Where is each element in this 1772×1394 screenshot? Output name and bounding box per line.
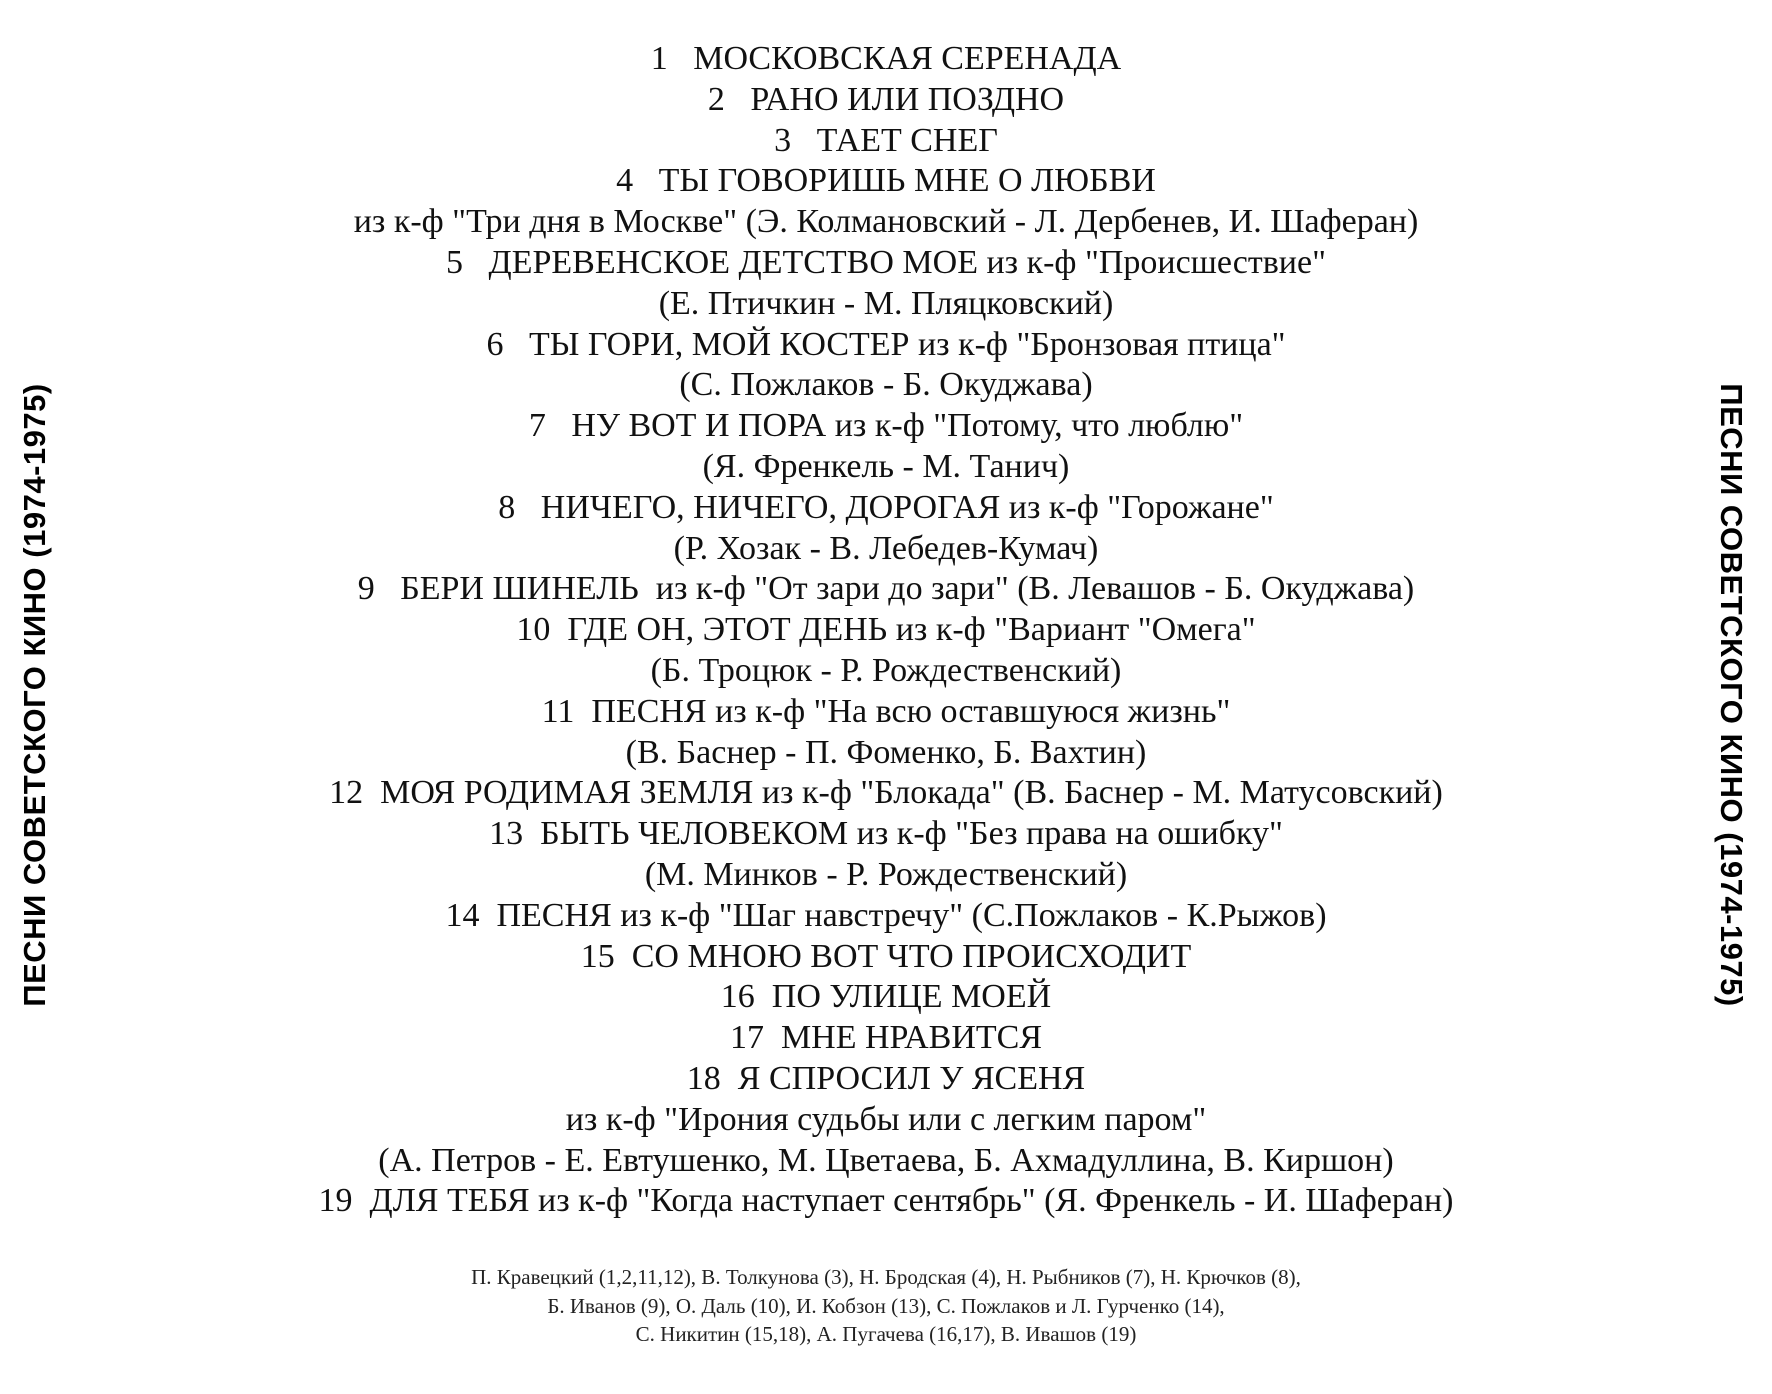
track-credit-line: (Я. Френкель - М. Танич) (702, 447, 1070, 485)
track-line: 6 ТЫ ГОРИ, МОЙ КОСТЕР из к-ф "Бронзовая птица" (486, 325, 1286, 363)
track-line: 12 МОЯ РОДИМАЯ ЗЕМЛЯ из к-ф "Блокада" (В. Баснер - М. Матусовский) (329, 774, 1443, 812)
track-credit-line: (А. Петров - Е. Евтушенко, М. Цветаева, Б. Ахмадуллина, В. Киршон) (378, 1141, 1394, 1179)
track-credit-line: (М. Минков - Р. Рождественский) (644, 855, 1128, 893)
track-line: 1 МОСКОВСКАЯ СЕРЕНАДА (650, 40, 1122, 77)
track-line: 8 НИЧЕГО, НИЧЕГО, ДОРОГАЯ из к-ф "Горожане" (498, 488, 1274, 526)
track-credit-line: (С. Пожлаков - Б. Окуджава) (679, 366, 1093, 404)
spine-title-left: ПЕСНИ СОВЕТСКОГО КИНО (1974-1975) (17, 383, 52, 1007)
track-line: 7 НУ ВОТ И ПОРА из к-ф "Потому, что люблю" (528, 407, 1244, 445)
track-line: 5 ДЕРЕВЕНСКОЕ ДЕТСТВО МОЕ из к-ф "Происшествие" (446, 243, 1326, 281)
track-line: 18 Я СПРОСИЛ У ЯСЕНЯ (686, 1059, 1086, 1097)
track-credit-line: (В. Баснер - П. Фоменко, Б. Вахтин) (625, 733, 1147, 771)
track-credit-line: (Е. Птичкин - М. Пляцковский) (658, 284, 1114, 322)
credits-line: С. Никитин (15,18), А. Пугачева (16,17), В. Ивашов (19) (635, 1322, 1137, 1346)
track-line: 11 ПЕСНЯ из к-ф "На всю оставшуюся жизнь" (541, 692, 1231, 730)
performer-credits (0, 1263, 1772, 1349)
track-line: 16 ПО УЛИЦЕ МОЕЙ (720, 978, 1052, 1016)
track-credit-line: (Р. Хозак - В. Лебедев-Кумач) (673, 529, 1099, 567)
track-line: 10 ГДЕ ОН, ЭТОТ ДЕНЬ из к-ф "Вариант "Омега" (516, 611, 1256, 649)
track-line: 13 БЫТЬ ЧЕЛОВЕКОМ из к-ф "Без права на ошибку" (489, 815, 1283, 853)
track-credit-line: из к-ф "Три дня в Москве" (Э. Колмановский - Л. Дербенев, И. Шаферан) (353, 203, 1419, 241)
tracklist (0, 39, 1772, 1222)
track-line: 9 БЕРИ ШИНЕЛЬ из к-ф "От зари до зари" (В. Левашов - Б. Окуджава) (357, 570, 1415, 608)
credits-line: П. Кравецкий (1,2,11,12), В. Толкунова (3), Н. Бродская (4), Н. Рыбников (7), Н. Крючков (8), (471, 1265, 1301, 1289)
track-line: 4 ТЫ ГОВОРИШЬ МНЕ О ЛЮБВИ (616, 162, 1156, 200)
track-line: 17 МНЕ НРАВИТСЯ (729, 1019, 1043, 1057)
track-line: 3 ТАЕТ СНЕГ (774, 121, 998, 159)
credits-line: Б. Иванов (9), О. Даль (10), И. Кобзон (13), С. Пожлаков и Л. Гурченко (14), (547, 1293, 1225, 1318)
track-line: 14 ПЕСНЯ из к-ф "Шаг навстречу" (С.Пожлаков - К.Рыжов) (445, 896, 1327, 934)
track-credit-line: из к-ф "Ирония судьбы или с легким паром" (565, 1100, 1207, 1138)
track-line: 19 ДЛЯ ТЕБЯ из к-ф "Когда наступает сентябрь" (Я. Френкель - И. Шаферан) (318, 1182, 1454, 1220)
track-credit-line: (Б. Троцюк - Р. Рождественский) (650, 651, 1122, 689)
track-line: 2 РАНО ИЛИ ПОЗДНО (707, 80, 1065, 118)
track-line: 15 СО МНОЮ ВОТ ЧТО ПРОИСХОДИТ (580, 937, 1192, 975)
spine-title-right: ПЕСНИ СОВЕТСКОГО КИНО (1974-1975) (1714, 383, 1749, 1007)
